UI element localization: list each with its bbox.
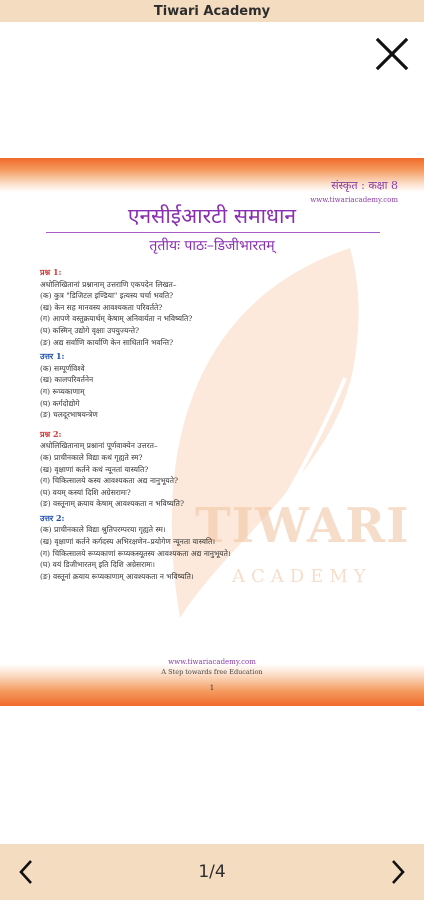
chevron-left-icon <box>17 858 35 886</box>
question-line: (ख) केन सह मानवस्य आवश्यकता परिवर्तते? <box>40 302 163 312</box>
footer-site-url: www.tiwariacademy.com <box>168 658 256 666</box>
document-subtitle: तृतीयः पाठः–डिजीभारतम् <box>149 238 275 254</box>
section-gap <box>40 421 380 427</box>
next-page-button[interactable] <box>386 857 410 887</box>
close-icon <box>372 34 412 74</box>
document-page[interactable] <box>0 158 424 706</box>
watermark-subtext: ACADEMY <box>232 566 372 587</box>
question-line: (ङ) वस्तूनाम् क्रयाय केषाम् आवश्यकता न भविष्यति? <box>40 499 184 509</box>
watermark-text: TIWARI <box>195 498 410 554</box>
question-line: (ङ) अद्य सर्वाणि कार्याणि केन साधितानि भवन्ति? <box>40 337 174 347</box>
answer-line: (क) प्राचीनकाले विद्या श्रुतिपरम्परया गृह्यते स्म। <box>40 525 166 535</box>
question-line: अधोलिखितानां प्रश्नानाम् उत्तराणि एकपदेन लिखत– <box>40 279 177 289</box>
answer-line: (घ) कर्गदोद्योगे <box>40 398 80 408</box>
answer-line: (क) सम्पूर्णविश्वे <box>40 363 85 373</box>
question-line: (क) प्राचीनकाले विद्या कथं गृह्यते स्म? <box>40 452 143 462</box>
previous-page-button[interactable] <box>14 857 38 887</box>
question-line: (ग) आपणे वस्तुक्रयार्थम् केषाम् अनिवार्यता न भविष्यति? <box>40 314 193 324</box>
app-title: Tiwari Academy <box>153 3 271 19</box>
answer-heading: उत्तर 1: <box>40 351 65 362</box>
answer-line: (ङ) वस्तूनां क्रयाय रूप्यकाणाम् आवश्यकता न भविष्यति। <box>40 571 194 581</box>
question-line: (घ) वयम् कस्यां दिशि अग्रेसरामः? <box>40 487 131 497</box>
answer-line: (ग) चिकित्सालये रूप्यकाणां रूप्यकस्यूतस्य आवश्यकता अद्य नानुभूयते। <box>40 548 231 558</box>
answer-heading: उत्तर 2: <box>40 512 65 523</box>
answer-line: (घ) वयं डिजीभारतम् इति दिशि अग्रेसरामः। <box>40 560 155 570</box>
navigation-bar <box>0 844 424 900</box>
title-divider <box>46 232 380 233</box>
app-title-bar <box>0 0 424 22</box>
question-heading: प्रश्न 1: <box>40 267 62 277</box>
answer-line: (ग) रूप्यकाणाम् <box>40 386 85 396</box>
footer-tagline: A Step towards free Education <box>161 668 263 676</box>
header-site-url: www.tiwariacademy.com <box>310 196 398 204</box>
question-line: (ग) चिकित्सालये कस्य आवश्यकता अद्य नानुभूयते? <box>40 476 179 486</box>
page-indicator: 1/4 <box>198 862 226 882</box>
chevron-right-icon <box>389 858 407 886</box>
page-number: 1 <box>209 684 215 692</box>
subject-label: संस्कृत : कक्षा 8 <box>331 179 398 192</box>
document-content <box>40 265 380 582</box>
answer-line: (ङ) चलदूरभाषयन्त्रेण <box>40 410 98 420</box>
answer-line: (ख) वृक्षाणां कर्तने कर्गदस्य अभिरक्षणेन–प्रयोगेण न्यूनता यास्यति। <box>40 537 216 547</box>
question-line: (क) कुत्र "डिजिटल इण्डिया" इत्यस्य चर्चा भवति? <box>40 291 174 301</box>
answer-line: (ख) कालपरिवर्तनेन <box>40 375 94 385</box>
question-line: (घ) कस्मिन् उद्योगे वृक्षाः उपयुज्यन्ते? <box>40 325 140 335</box>
document-title: एनसीईआरटी समाधान <box>127 204 297 228</box>
question-line: अधोलिखितानाम् प्रश्नानां पूर्णवाक्येन उत्तरत– <box>40 441 158 451</box>
question-line: (ख) वृक्षाणां कर्तने कथं न्यूनतां यास्यति? <box>40 464 149 474</box>
question-heading: प्रश्न 2: <box>40 428 62 439</box>
close-button[interactable] <box>372 34 412 74</box>
